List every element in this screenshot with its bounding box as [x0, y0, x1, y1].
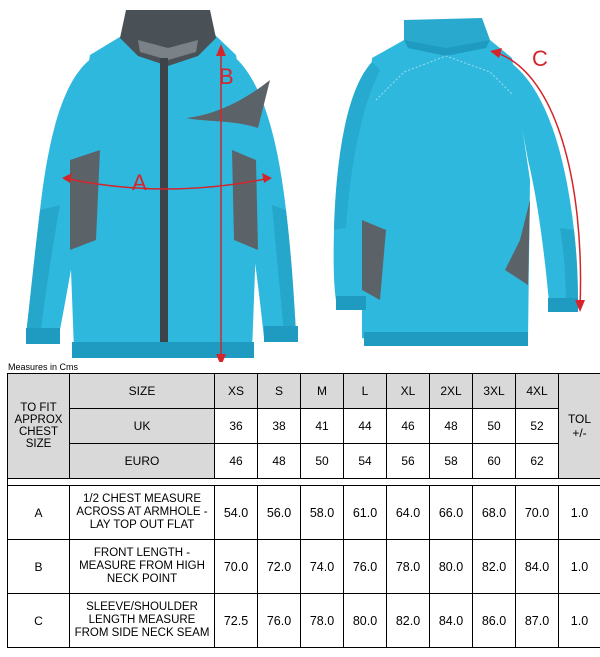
label-c: C: [532, 46, 548, 71]
uk-cell: 46: [387, 409, 430, 444]
uk-cell: 52: [516, 409, 559, 444]
uk-cell: 38: [258, 409, 301, 444]
size-cell: L: [344, 374, 387, 409]
table-cell: 80.0: [344, 594, 387, 648]
table-cell: 84.0: [516, 540, 559, 594]
euro-row-label: EURO: [70, 444, 215, 479]
size-cell: 3XL: [473, 374, 516, 409]
row-description: 1/2 CHEST MEASURE ACROSS AT ARMHOLE - LAY TOP OUT FLAT: [70, 486, 215, 540]
euro-cell: 58: [430, 444, 473, 479]
uk-cell: 48: [430, 409, 473, 444]
size-row-label: SIZE: [70, 374, 215, 409]
size-cell: XS: [215, 374, 258, 409]
row-description: SLEEVE/SHOULDER LENGTH MEASURE FROM SIDE NECK SEAM: [70, 594, 215, 648]
euro-cell: 56: [387, 444, 430, 479]
size-cell: XL: [387, 374, 430, 409]
front-jacket-image: [26, 10, 298, 358]
table-cell: 78.0: [387, 540, 430, 594]
uk-row: [8, 409, 600, 444]
row-code: C: [8, 594, 70, 648]
table-cell: 56.0: [258, 486, 301, 540]
uk-cell: 36: [215, 409, 258, 444]
table-cell: 54.0: [215, 486, 258, 540]
table-gap: [8, 479, 600, 486]
row-code: A: [8, 486, 70, 540]
table-cell: 61.0: [344, 486, 387, 540]
tol-cell: 1.0: [559, 486, 600, 540]
euro-cell: 50: [301, 444, 344, 479]
table-cell: 78.0: [301, 594, 344, 648]
table-cell: 66.0: [430, 486, 473, 540]
size-cell: 2XL: [430, 374, 473, 409]
table-cell: 76.0: [344, 540, 387, 594]
fit-label: TO FIT APPROX CHEST SIZE: [8, 374, 70, 479]
row-description: FRONT LENGTH - MEASURE FROM HIGH NECK POINT: [70, 540, 215, 594]
tol-cell: 1.0: [559, 594, 600, 648]
euro-row: [8, 444, 600, 479]
label-b: B: [219, 64, 234, 89]
table-cell: 64.0: [387, 486, 430, 540]
uk-cell: 50: [473, 409, 516, 444]
size-cell: 4XL: [516, 374, 559, 409]
measure-row-a: [8, 486, 600, 540]
euro-cell: 46: [215, 444, 258, 479]
table-cell: 82.0: [387, 594, 430, 648]
table-cell: 68.0: [473, 486, 516, 540]
table-cell: 76.0: [258, 594, 301, 648]
uk-row-label: UK: [70, 409, 215, 444]
uk-cell: 41: [301, 409, 344, 444]
table-cell: 84.0: [430, 594, 473, 648]
measures-caption: Measures in Cms: [8, 362, 79, 372]
table-cell: 70.0: [516, 486, 559, 540]
table-cell: 58.0: [301, 486, 344, 540]
tol-cell: 1.0: [559, 540, 600, 594]
table-cell: 74.0: [301, 540, 344, 594]
euro-cell: 54: [344, 444, 387, 479]
size-cell: M: [301, 374, 344, 409]
table-cell: 72.5: [215, 594, 258, 648]
row-code: B: [8, 540, 70, 594]
table-cell: 70.0: [215, 540, 258, 594]
label-a: A: [132, 170, 147, 195]
table-cell: 82.0: [473, 540, 516, 594]
measure-row-b: [8, 540, 600, 594]
size-cell: S: [258, 374, 301, 409]
measure-row-c: [8, 594, 600, 648]
size-chart-table: [7, 373, 600, 648]
euro-cell: 62: [516, 444, 559, 479]
euro-cell: 60: [473, 444, 516, 479]
size-header-row: [8, 374, 600, 409]
table-cell: 80.0: [430, 540, 473, 594]
uk-cell: 44: [344, 409, 387, 444]
table-cell: 87.0: [516, 594, 559, 648]
table-cell: 72.0: [258, 540, 301, 594]
tol-label: TOL +/-: [559, 374, 600, 479]
euro-cell: 48: [258, 444, 301, 479]
table-cell: 86.0: [473, 594, 516, 648]
